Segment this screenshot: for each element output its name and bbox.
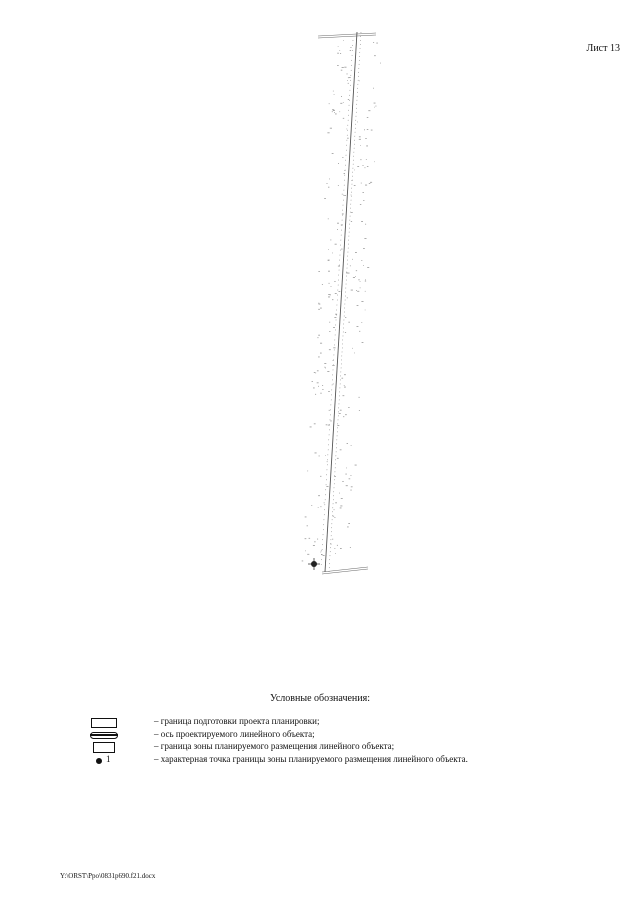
survey-mark [347, 298, 348, 299]
survey-mark [351, 290, 353, 291]
survey-mark [340, 53, 341, 54]
survey-mark [323, 555, 325, 556]
survey-mark [334, 365, 335, 366]
bottom-boundary [322, 567, 368, 574]
survey-mark [350, 266, 351, 267]
survey-mark [332, 365, 333, 366]
survey-mark [314, 372, 315, 373]
survey-mark [360, 204, 361, 205]
survey-mark [320, 353, 322, 354]
survey-mark [337, 229, 338, 230]
survey-mark [355, 252, 357, 253]
survey-mark [339, 111, 340, 112]
survey-mark [347, 527, 349, 528]
survey-mark [343, 416, 344, 417]
survey-mark [332, 109, 334, 110]
survey-mark [324, 367, 325, 368]
survey-mark [355, 465, 357, 466]
survey-mark [328, 219, 329, 220]
survey-mark [363, 192, 364, 193]
survey-mark [350, 50, 351, 51]
survey-mark [345, 414, 347, 415]
survey-mark [342, 214, 344, 215]
survey-mark [341, 225, 343, 226]
survey-mark [329, 103, 330, 104]
survey-mark [330, 421, 331, 422]
survey-mark [307, 471, 308, 472]
survey-mark [341, 70, 343, 71]
survey-mark [348, 523, 350, 524]
survey-mark [359, 397, 360, 398]
document-file-path: Y:\ORST\Ppo\0831p690.f21.docx [60, 872, 156, 880]
survey-mark [339, 291, 341, 292]
survey-mark [365, 310, 366, 311]
survey-mark [325, 455, 326, 456]
survey-mark [331, 286, 332, 287]
survey-mark [365, 281, 366, 282]
legend-item-text: – граница зоны планируемого размещения линейного объекта; [154, 741, 395, 751]
survey-mark [350, 47, 351, 48]
survey-mark [346, 485, 348, 486]
survey-mark [344, 385, 345, 386]
survey-mark [342, 194, 343, 195]
survey-mark [337, 223, 339, 224]
sheet-number-label: Лист 13 [586, 43, 620, 54]
survey-mark [320, 393, 321, 394]
survey-mark [318, 495, 320, 496]
survey-mark [337, 545, 338, 546]
survey-mark [302, 561, 304, 562]
survey-mark [356, 270, 357, 271]
survey-mark [320, 476, 321, 477]
survey-mark [367, 129, 369, 130]
survey-mark [321, 551, 322, 552]
survey-mark [354, 185, 356, 186]
survey-mark [376, 43, 378, 44]
survey-mark [351, 445, 352, 446]
survey-mark [350, 490, 351, 491]
survey-mark [344, 387, 346, 388]
survey-mark [335, 314, 337, 315]
survey-mark [354, 353, 355, 354]
survey-mark [363, 265, 364, 266]
survey-mark [346, 273, 348, 274]
survey-mark [326, 425, 328, 426]
survey-mark [318, 335, 320, 336]
survey-mark [335, 553, 336, 554]
survey-mark [328, 249, 329, 250]
survey-mark [344, 374, 346, 375]
survey-mark [313, 545, 315, 546]
survey-mark [329, 322, 330, 323]
survey-mark [333, 110, 335, 111]
point-icon [90, 755, 118, 767]
survey-mark [362, 342, 364, 343]
legend-item-text: – ось проектируемого линейного объекта; [154, 729, 315, 739]
survey-mark [345, 317, 346, 318]
survey-mark [365, 185, 367, 186]
survey-mark [357, 326, 359, 327]
survey-mark [319, 456, 320, 457]
survey-mark [380, 63, 381, 64]
survey-mark [360, 159, 361, 160]
survey-mark [358, 280, 359, 281]
survey-mark [347, 129, 348, 130]
survey-mark [332, 111, 333, 112]
survey-mark [334, 317, 336, 318]
compass-marker [308, 558, 320, 570]
survey-mark [359, 81, 360, 82]
survey-mark [329, 283, 330, 284]
survey-mark [317, 337, 318, 338]
survey-mark [332, 253, 333, 254]
survey-mark [348, 83, 349, 84]
survey-mark [328, 391, 330, 392]
survey-mark [374, 103, 376, 104]
survey-mark [334, 281, 335, 282]
survey-mark [342, 157, 343, 158]
survey-mark [318, 386, 319, 387]
survey-mark [314, 542, 315, 543]
survey-mark [337, 53, 339, 54]
survey-mark [346, 468, 347, 469]
survey-mark [348, 99, 349, 100]
survey-mark [338, 46, 339, 47]
survey-mark [327, 461, 328, 462]
survey-mark [328, 297, 330, 298]
survey-mark [351, 487, 353, 488]
survey-mark [343, 40, 344, 41]
survey-mark [311, 505, 312, 506]
survey-mark [334, 476, 336, 477]
survey-mark [310, 427, 312, 428]
survey-mark [339, 413, 341, 414]
survey-mark [344, 173, 345, 174]
survey-mark [359, 410, 360, 411]
survey-mark [328, 260, 330, 261]
survey-mark [373, 42, 374, 43]
survey-mark [366, 146, 368, 147]
point-label: 1 [106, 754, 111, 764]
survey-mark [342, 67, 344, 68]
survey-mark [324, 363, 326, 364]
survey-mark [365, 138, 366, 139]
survey-mark [350, 547, 351, 548]
survey-mark [321, 554, 323, 555]
survey-mark [328, 425, 330, 426]
survey-mark [343, 395, 345, 396]
survey-mark [351, 212, 353, 213]
rectangle-outline-icon [90, 717, 118, 729]
survey-mark [329, 179, 330, 180]
survey-mark [318, 507, 319, 508]
legend-item-planning-boundary [90, 717, 570, 729]
survey-mark [333, 384, 334, 385]
survey-mark [345, 332, 346, 333]
survey-mark [319, 304, 321, 305]
survey-mark [357, 305, 359, 306]
survey-mark [315, 394, 316, 395]
survey-mark [348, 322, 350, 323]
survey-mark [340, 508, 342, 509]
survey-mark [360, 281, 361, 282]
survey-mark [329, 410, 330, 411]
survey-mark [327, 371, 329, 372]
survey-mark [343, 102, 344, 103]
survey-mark [341, 96, 342, 97]
survey-mark [368, 110, 370, 111]
survey-mark [352, 348, 353, 349]
survey-mark [330, 544, 331, 545]
survey-mark [337, 425, 339, 426]
survey-mark [361, 260, 362, 261]
rectangle-outline-icon [90, 742, 118, 754]
survey-mark [363, 165, 364, 166]
survey-mark [322, 284, 323, 285]
survey-mark [338, 163, 339, 164]
survey-mark [325, 368, 326, 369]
survey-mark [333, 516, 334, 517]
survey-mark [320, 506, 321, 507]
survey-mark [317, 371, 319, 372]
survey-mark [315, 453, 317, 454]
survey-mark [339, 493, 340, 494]
survey-mark [318, 309, 320, 310]
survey-mark [340, 410, 342, 411]
survey-mark [317, 383, 319, 384]
survey-mark [353, 277, 355, 278]
survey-mark [327, 183, 328, 184]
survey-mark [334, 509, 335, 510]
survey-mark [365, 167, 366, 168]
survey-mark [342, 481, 343, 482]
survey-mark [334, 548, 335, 549]
survey-mark [332, 153, 334, 154]
survey-mark [355, 276, 356, 277]
survey-mark [341, 498, 343, 499]
survey-mark [367, 166, 369, 167]
survey-mark [318, 303, 319, 304]
survey-mark [342, 378, 344, 379]
survey-mark [307, 554, 309, 555]
survey-mark [343, 118, 344, 119]
top-boundary [318, 33, 376, 38]
survey-mark [334, 112, 335, 113]
survey-mark [365, 291, 366, 292]
survey-mark [363, 200, 364, 201]
survey-mark [324, 198, 326, 199]
survey-mark [352, 259, 353, 260]
survey-mark [351, 221, 352, 222]
survey-mark [333, 360, 334, 361]
survey-mark [330, 240, 331, 241]
survey-mark [314, 424, 316, 425]
survey-mark [375, 106, 376, 107]
survey-mark [340, 548, 342, 549]
survey-mark [333, 348, 335, 349]
survey-mark [347, 80, 348, 81]
survey-mark [337, 458, 339, 459]
survey-mark [328, 271, 330, 272]
survey-mark [361, 322, 362, 323]
survey-mark [354, 170, 355, 171]
survey-mark [335, 244, 337, 245]
survey-mark [351, 195, 352, 196]
survey-mark [334, 94, 335, 95]
survey-mark [318, 357, 320, 358]
survey-mark [357, 122, 358, 123]
survey-mark [329, 349, 331, 350]
survey-mark [356, 290, 357, 291]
survey-mark [328, 187, 329, 188]
survey-mark [364, 238, 366, 239]
survey-mark [347, 138, 349, 139]
survey-mark [367, 267, 369, 268]
survey-mark [370, 182, 372, 183]
survey-mark [309, 538, 311, 539]
survey-mark [347, 74, 348, 75]
survey-mark [364, 130, 365, 131]
survey-mark [349, 479, 351, 480]
survey-mark [341, 249, 342, 250]
survey-mark [359, 139, 361, 140]
survey-mark [315, 373, 316, 374]
survey-mark [330, 128, 332, 129]
survey-mark [374, 161, 375, 162]
survey-mark [305, 517, 307, 518]
survey-mark [335, 503, 337, 504]
survey-mark [335, 114, 337, 115]
survey-mark [360, 288, 361, 289]
survey-mark [305, 538, 307, 539]
survey-mark [338, 185, 339, 186]
survey-mark [349, 77, 351, 78]
thick-line-icon [90, 730, 118, 742]
survey-mark [367, 117, 369, 118]
survey-mark [307, 526, 308, 527]
survey-mark [359, 137, 361, 138]
survey-mark [351, 180, 352, 181]
survey-mark [366, 159, 367, 160]
survey-mark [324, 503, 325, 504]
survey-mark [347, 443, 348, 444]
survey-mark [326, 486, 328, 487]
survey-mark [337, 65, 339, 66]
legend-item-text: – граница подготовки проекта планировки; [154, 716, 320, 726]
survey-mark [365, 224, 366, 225]
survey-mark [321, 552, 322, 553]
survey-mark [339, 50, 340, 51]
survey-mark [322, 389, 323, 390]
survey-mark [333, 91, 334, 92]
survey-mark [351, 475, 352, 476]
legend-item-text: – характерная точка границы зоны планируемого размещения линейного объекта. [154, 754, 468, 764]
survey-mark [361, 183, 362, 184]
survey-mark [318, 271, 320, 272]
survey-mark [335, 293, 337, 294]
survey-mark [345, 474, 346, 475]
survey-mark [373, 88, 374, 89]
survey-mark [374, 107, 375, 108]
survey-mark [344, 170, 345, 171]
survey-mark [348, 407, 349, 408]
legend-item-characteristic-point [90, 755, 570, 767]
survey-mark [333, 327, 335, 328]
survey-mark [312, 381, 313, 382]
survey-mark [317, 539, 318, 540]
survey-mark [361, 301, 363, 302]
survey-mark [348, 77, 349, 78]
survey-mark [327, 133, 329, 134]
legend-title: Условные обозначения: [269, 693, 370, 704]
survey-mark [344, 67, 346, 68]
survey-mark [332, 299, 333, 300]
survey-mark [329, 331, 330, 332]
survey-mark [340, 103, 342, 104]
survey-mark [374, 55, 376, 56]
survey-mark [357, 166, 359, 167]
survey-mark [305, 551, 306, 552]
survey-mark [361, 221, 363, 222]
survey-mark [363, 248, 365, 249]
survey-mark [332, 539, 333, 540]
survey-mark [320, 308, 322, 309]
survey-mark [371, 130, 373, 131]
survey-mark [344, 195, 346, 196]
survey-mark [338, 266, 340, 267]
survey-mark [334, 517, 335, 518]
survey-mark [357, 291, 359, 292]
linear-object-axis [321, 32, 361, 572]
survey-mark [340, 450, 342, 451]
survey-mark [328, 294, 330, 295]
legend-item-placement-zone [90, 742, 570, 754]
survey-mark [340, 506, 342, 507]
survey-mark [359, 331, 360, 332]
survey-mark [360, 145, 361, 146]
survey-mark [313, 388, 315, 389]
survey-mark [365, 280, 366, 281]
survey-mark [369, 183, 371, 184]
survey-mark [320, 343, 322, 344]
survey-mark [322, 385, 323, 386]
